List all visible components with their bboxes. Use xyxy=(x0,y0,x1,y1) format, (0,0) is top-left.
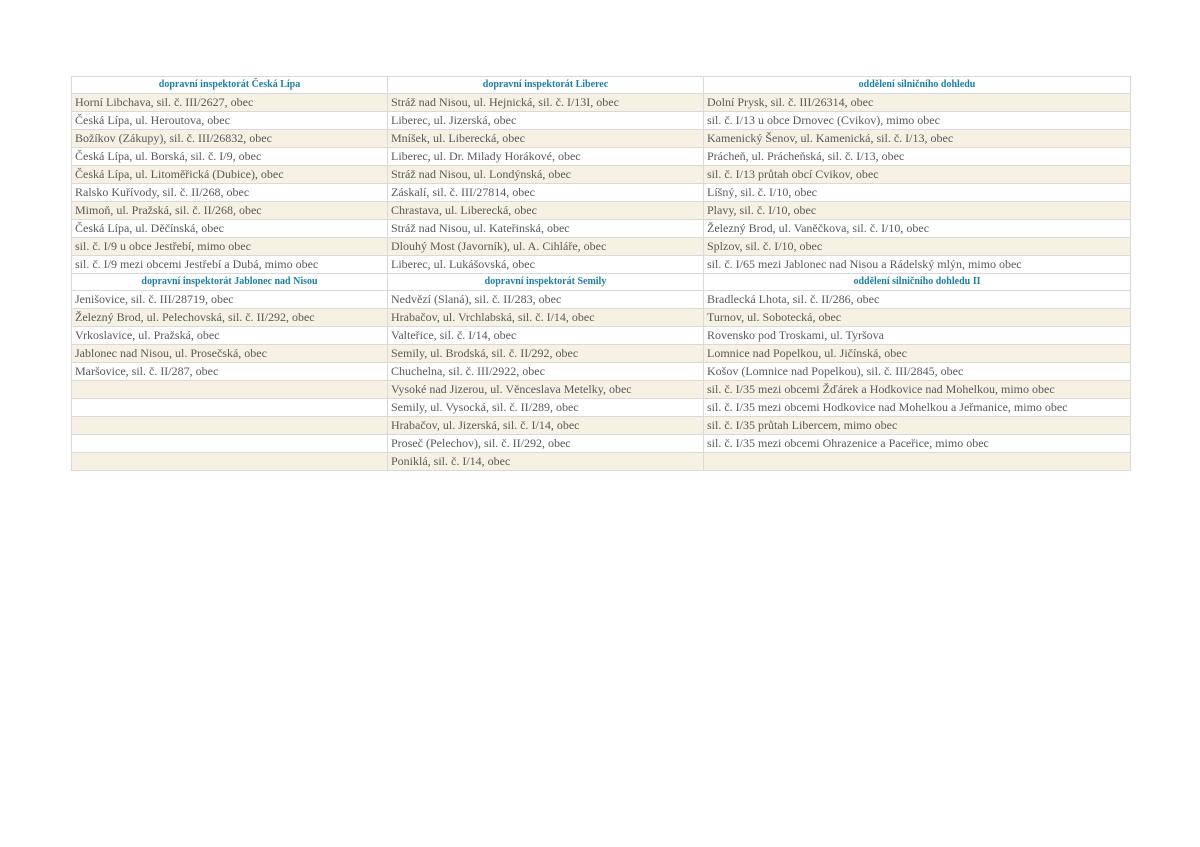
table-row xyxy=(72,417,1131,435)
column-header: dopravní inspektorát Česká Lípa xyxy=(72,77,388,94)
table-cell: Splzov, sil. č. I/10, obec xyxy=(704,238,1131,256)
table-cell: sil. č. I/35 mezi obcemi Hodkovice nad Mohelkou a Jeřmanice, mimo obec xyxy=(704,399,1131,417)
table-cell: Záskalí, sil. č. III/27814, obec xyxy=(388,184,704,202)
column-header: oddělení silničního dohledu II xyxy=(704,274,1131,291)
table-row xyxy=(72,130,1131,148)
table-cell: sil. č. I/9 mezi obcemi Jestřebí a Dubá, mimo obec xyxy=(72,256,388,274)
table-cell: Česká Lípa, ul. Borská, sil. č. I/9, obec xyxy=(72,148,388,166)
table-cell: Hrabačov, ul. Jizerská, sil. č. I/14, obec xyxy=(388,417,704,435)
table-row xyxy=(72,256,1131,274)
table-cell: Stráž nad Nisou, ul. Kateřinská, obec xyxy=(388,220,704,238)
table-cell: Liberec, ul. Dr. Milady Horákové, obec xyxy=(388,148,704,166)
table-cell: Česká Lípa, ul. Děčínská, obec xyxy=(72,220,388,238)
table-row xyxy=(72,381,1131,399)
table-cell: Stráž nad Nisou, ul. Hejnická, sil. č. I/13I, obec xyxy=(388,94,704,112)
table-cell: Dlouhý Most (Javorník), ul. A. Cihláře, obec xyxy=(388,238,704,256)
table-row xyxy=(72,112,1131,130)
table-cell: Horní Libchava, sil. č. III/2627, obec xyxy=(72,94,388,112)
table-row xyxy=(72,291,1131,309)
table-cell: Česká Lípa, ul. Heroutova, obec xyxy=(72,112,388,130)
table-cell: Vrkoslavice, ul. Pražská, obec xyxy=(72,327,388,345)
table-row xyxy=(72,435,1131,453)
table-cell: Bradlecká Lhota, sil. č. II/286, obec xyxy=(704,291,1131,309)
table-cell: Proseč (Pelechov), sil. č. II/292, obec xyxy=(388,435,704,453)
table-cell: sil. č. I/35 mezi obcemi Žďárek a Hodkovice nad Mohelkou, mimo obec xyxy=(704,381,1131,399)
table-cell: Jablonec nad Nisou, ul. Prosečská, obec xyxy=(72,345,388,363)
table-row xyxy=(72,220,1131,238)
table-row xyxy=(72,238,1131,256)
table-cell: Jenišovice, sil. č. III/28719, obec xyxy=(72,291,388,309)
table-cell: Líšný, sil. č. I/10, obec xyxy=(704,184,1131,202)
table-cell: Nedvězí (Slaná), sil. č. II/283, obec xyxy=(388,291,704,309)
table-cell xyxy=(72,417,388,435)
table-cell: Česká Lípa, ul. Litoměřická (Dubice), obec xyxy=(72,166,388,184)
table-cell xyxy=(72,435,388,453)
table-cell: Mimoň, ul. Pražská, sil. č. II/268, obec xyxy=(72,202,388,220)
column-header: dopravní inspektorát Liberec xyxy=(388,77,704,94)
table-cell: Semily, ul. Vysocká, sil. č. II/289, obec xyxy=(388,399,704,417)
table-cell: Maršovice, sil. č. II/287, obec xyxy=(72,363,388,381)
table-cell: Kamenický Šenov, ul. Kamenická, sil. č. I/13, obec xyxy=(704,130,1131,148)
table-cell: Liberec, ul. Lukášovská, obec xyxy=(388,256,704,274)
table-row xyxy=(72,166,1131,184)
table-cell: sil. č. I/13 průtah obcí Cvikov, obec xyxy=(704,166,1131,184)
table-cell: Poniklá, sil. č. I/14, obec xyxy=(388,453,704,471)
table-cell: Rovensko pod Troskami, ul. Tyršova xyxy=(704,327,1131,345)
table-cell: sil. č. I/9 u obce Jestřebí, mimo obec xyxy=(72,238,388,256)
table-cell: sil. č. I/13 u obce Drnovec (Cvikov), mimo obec xyxy=(704,112,1131,130)
table-row xyxy=(72,202,1131,220)
table-cell: sil. č. I/35 průtah Libercem, mimo obec xyxy=(704,417,1131,435)
table-cell: Mníšek, ul. Liberecká, obec xyxy=(388,130,704,148)
column-header: oddělení silničního dohledu xyxy=(704,77,1131,94)
section-header-row xyxy=(72,274,1131,291)
table-cell xyxy=(72,399,388,417)
table-cell: Stráž nad Nisou, ul. Londýnská, obec xyxy=(388,166,704,184)
table-cell: Božíkov (Zákupy), sil. č. III/26832, obec xyxy=(72,130,388,148)
inspection-table xyxy=(71,76,1131,471)
table-cell: sil. č. I/35 mezi obcemi Ohrazenice a Paceřice, mimo obec xyxy=(704,435,1131,453)
table-row xyxy=(72,345,1131,363)
section-header-row xyxy=(72,77,1131,94)
table-cell xyxy=(704,453,1131,471)
table-row xyxy=(72,399,1131,417)
table-cell: Chuchelna, sil. č. III/2922, obec xyxy=(388,363,704,381)
table-cell: Lomnice nad Popelkou, ul. Jičínská, obec xyxy=(704,345,1131,363)
table-cell: Dolní Prysk, sil. č. III/26314, obec xyxy=(704,94,1131,112)
table-cell: Valteřice, sil. č. I/14, obec xyxy=(388,327,704,345)
table-row xyxy=(72,309,1131,327)
table-cell: Železný Brod, ul. Pelechovská, sil. č. II/292, obec xyxy=(72,309,388,327)
table-cell: Liberec, ul. Jizerská, obec xyxy=(388,112,704,130)
table-cell xyxy=(72,453,388,471)
table-row xyxy=(72,148,1131,166)
table-cell: Vysoké nad Jizerou, ul. Věnceslava Metelky, obec xyxy=(388,381,704,399)
table-cell: Hrabačov, ul. Vrchlabská, sil. č. I/14, obec xyxy=(388,309,704,327)
table-cell: sil. č. I/65 mezi Jablonec nad Nisou a Rádelský mlýn, mimo obec xyxy=(704,256,1131,274)
table-cell: Železný Brod, ul. Vaněčkova, sil. č. I/10, obec xyxy=(704,220,1131,238)
table-row xyxy=(72,363,1131,381)
table-cell xyxy=(72,381,388,399)
table-cell: Ralsko Kuřívody, sil. č. II/268, obec xyxy=(72,184,388,202)
table-cell: Prácheň, ul. Prácheňská, sil. č. I/13, obec xyxy=(704,148,1131,166)
column-header: dopravní inspektorát Jablonec nad Nisou xyxy=(72,274,388,291)
table-row xyxy=(72,184,1131,202)
table-row xyxy=(72,327,1131,345)
table-row xyxy=(72,453,1131,471)
column-header: dopravní inspektorát Semily xyxy=(388,274,704,291)
table-cell: Turnov, ul. Sobotecká, obec xyxy=(704,309,1131,327)
table-row xyxy=(72,94,1131,112)
table-cell: Semily, ul. Brodská, sil. č. II/292, obec xyxy=(388,345,704,363)
table-cell: Plavy, sil. č. I/10, obec xyxy=(704,202,1131,220)
table-cell: Chrastava, ul. Liberecká, obec xyxy=(388,202,704,220)
table-cell: Košov (Lomnice nad Popelkou), sil. č. III/2845, obec xyxy=(704,363,1131,381)
